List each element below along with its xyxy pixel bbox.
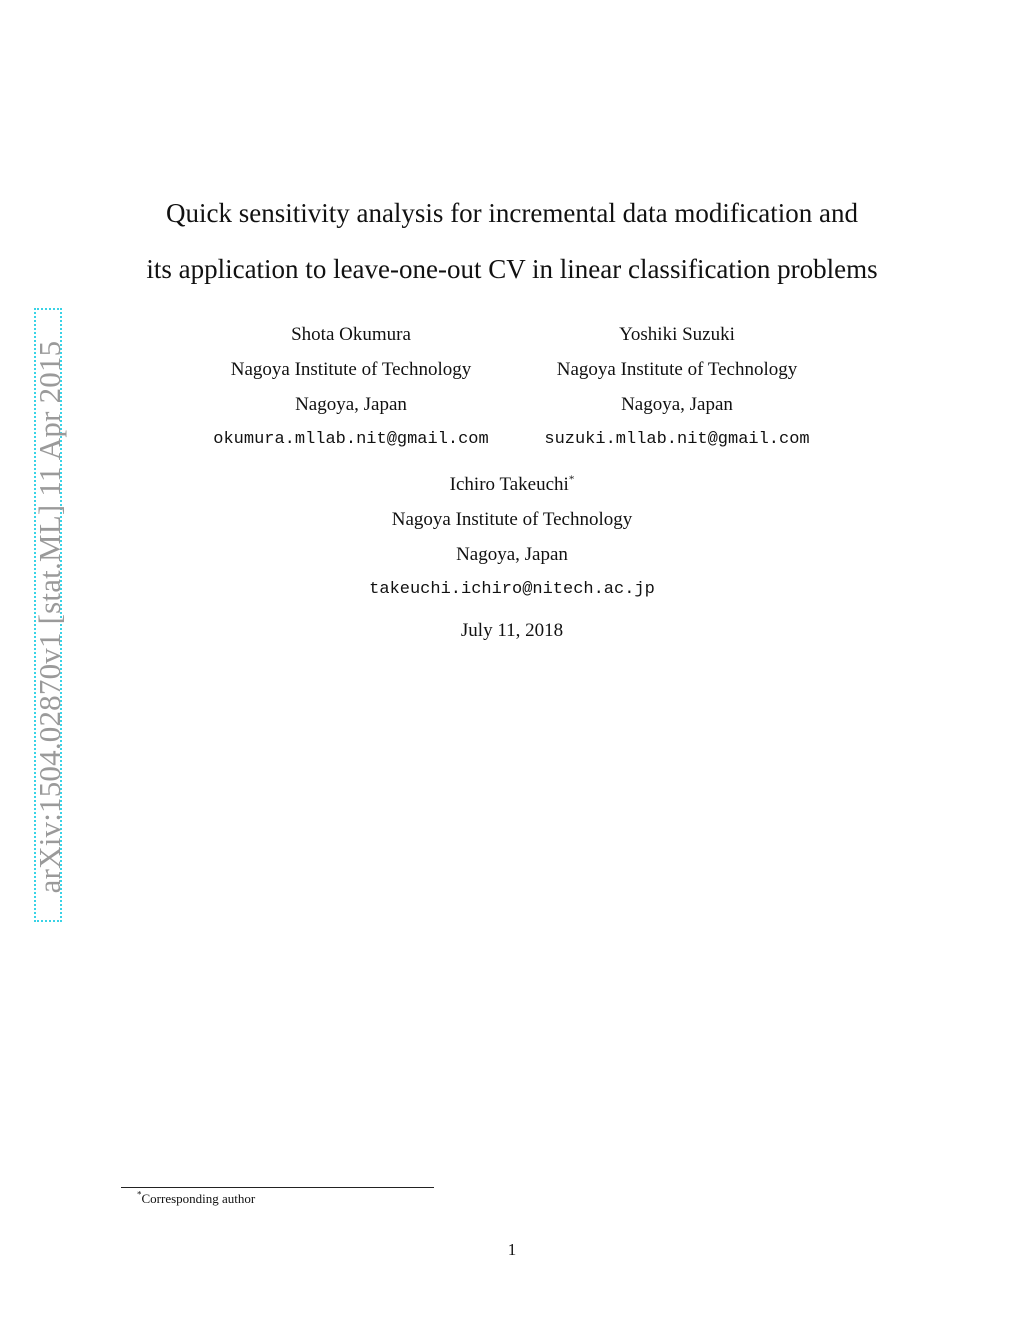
arxiv-stamp — [32, 308, 67, 922]
author-name-line — [342, 467, 682, 502]
paper-title-line-2: its application to leave-one-out CV in linear classification problems — [146, 254, 878, 284]
author-location: Nagoya, Japan — [621, 394, 733, 415]
footnote-mark: * — [137, 1189, 142, 1200]
footnote-text: Corresponding author — [141, 1191, 256, 1206]
author-affiliation: Nagoya Institute of Technology — [230, 359, 472, 380]
footnote — [137, 1191, 255, 1207]
author-name: Ichiro Takeuchi — [449, 474, 569, 495]
author-email: suzuki.mllab.nit@gmail.com — [544, 430, 810, 449]
author-name: Shota Okumura — [291, 324, 411, 345]
author-block-suzuki — [507, 317, 847, 457]
author-affiliation: Nagoya Institute of Technology — [556, 359, 798, 380]
footnote-rule — [121, 1187, 434, 1188]
author-block-okumura — [181, 317, 521, 457]
author-email: okumura.mllab.nit@gmail.com — [213, 430, 489, 449]
page-number: 1 — [507, 1240, 517, 1259]
author-email: takeuchi.ichiro@nitech.ac.jp — [369, 580, 655, 599]
author-name: Yoshiki Suzuki — [619, 324, 735, 345]
author-block-takeuchi — [342, 467, 682, 607]
author-affiliation: Nagoya Institute of Technology — [391, 509, 633, 530]
corresponding-author-mark: * — [568, 473, 575, 486]
author-location: Nagoya, Japan — [456, 544, 568, 565]
paper-title-line-1: Quick sensitivity analysis for incremental data modification and — [165, 198, 859, 228]
paper-date: July 11, 2018 — [460, 620, 564, 641]
arxiv-identifier: arXiv:1504.02870v1 [stat.ML] 11 Apr 2015 — [32, 340, 67, 894]
author-location: Nagoya, Japan — [295, 394, 407, 415]
